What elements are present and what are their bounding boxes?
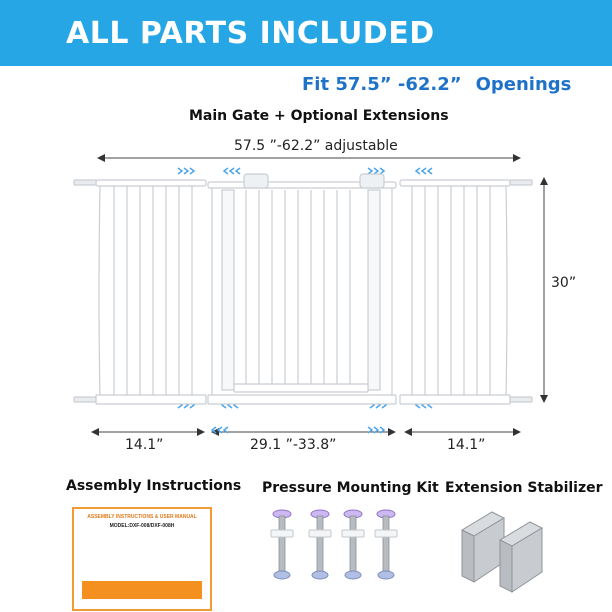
main-gate-width-label: 29.1 ”-33.8”	[250, 437, 337, 453]
assembly-manual-image	[72, 507, 212, 611]
assembly-instructions-heading: Assembly Instructions	[66, 478, 242, 494]
overall-width-label: 57.5 ”-62.2” adjustable	[234, 138, 398, 154]
main-gate-panel	[208, 174, 396, 404]
pressure-mounting-kit-icon	[271, 510, 397, 579]
right-extension-panel	[400, 180, 532, 404]
left-extension-panel	[74, 180, 206, 404]
manual-title: ASSEMBLY INSTRUCTIONS & USER MANUAL	[87, 514, 197, 520]
extension-stabilizer-icon	[462, 512, 542, 592]
right-extension-width-label: 14.1”	[447, 437, 486, 453]
height-label: 30”	[551, 275, 577, 291]
left-extension-width-label: 14.1”	[125, 437, 164, 453]
manual-accent-bar	[82, 581, 202, 599]
pressure-mounting-kit-heading: Pressure Mounting Kit	[262, 480, 439, 496]
manual-model: MODEL:DXF-008/DXF-008H	[109, 523, 175, 529]
banner-title: ALL PARTS INCLUDED	[66, 16, 435, 51]
main-gate-heading: Main Gate + Optional Extensions	[189, 108, 449, 124]
extension-stabilizer-heading: Extension Stabilizer	[445, 480, 603, 496]
adjust-arrows-icon	[178, 168, 432, 433]
fit-range-text: Fit 57.5” -62.2”	[302, 74, 462, 95]
fit-openings-text: Openings	[475, 74, 572, 95]
